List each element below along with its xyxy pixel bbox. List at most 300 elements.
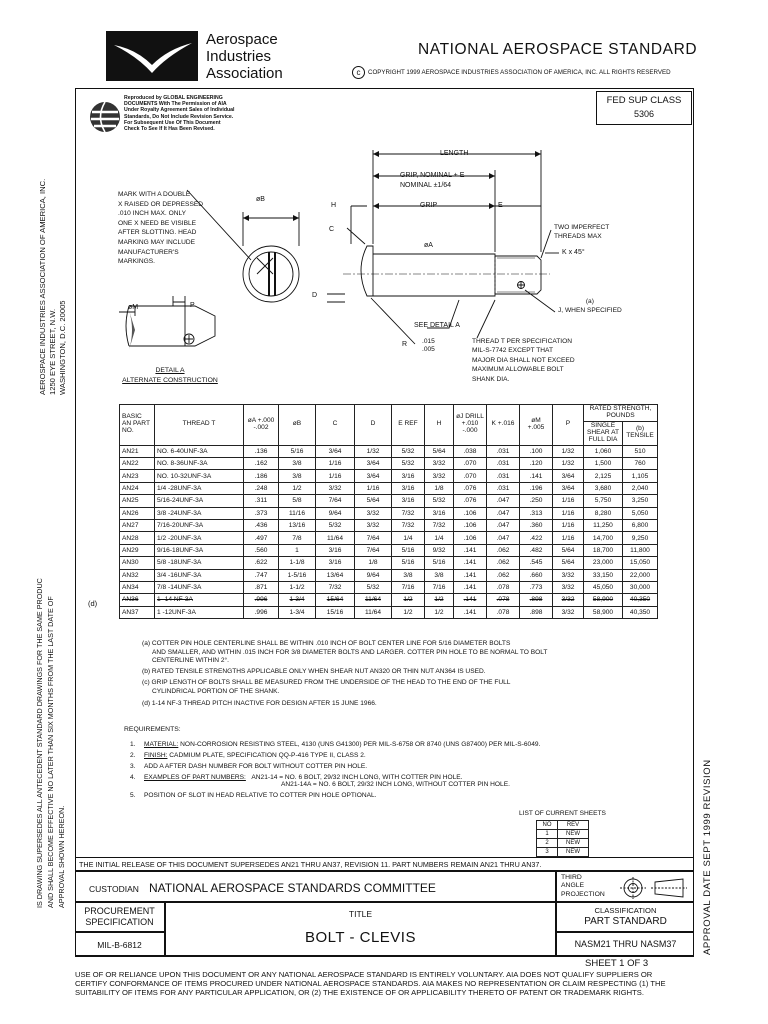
sheet-no: 3 <box>537 848 558 857</box>
table-row <box>120 594 658 606</box>
table-cell: 7/32 <box>316 581 355 593</box>
org-line: Aerospace <box>206 31 278 48</box>
table-cell: .422 <box>520 532 553 544</box>
table-cell: .078 <box>487 594 520 606</box>
table-cell: 1/16 <box>355 482 392 494</box>
table-cell: 2,040 <box>623 482 658 494</box>
sheet-rev: NEW <box>558 839 589 848</box>
note-a-cont: AND SMALLER, AND WITHIN .015 INCH FOR 3/8 DIAMETER BOLTS AND LARGER. COTTER PIN HOLE TO BE NORMAL TO BOLT <box>152 648 548 656</box>
col-header: THREAD T <box>155 405 244 446</box>
req-label: EXAMPLES OF PART NUMBERS: <box>144 774 246 781</box>
table-cell: 1 -12UNF-3A <box>155 606 244 618</box>
table-cell: 5/16 <box>279 445 316 457</box>
table-row <box>120 532 658 544</box>
h-label: H <box>331 202 337 209</box>
table-cell: AN34 <box>120 581 155 593</box>
part-range: NASM21 THRU NASM37 <box>574 939 677 949</box>
table-cell: 3/4 -16UNF-3A <box>155 569 244 581</box>
table-cell: 1,500 <box>584 458 623 470</box>
table-cell: 7/16 <box>392 581 425 593</box>
table-cell: 3/32 <box>355 519 392 531</box>
table-cell: 3/8 -24UNF-3A <box>155 507 244 519</box>
side-line: AND SHALL BECOME EFFECTIVE NO LATER THAN SIX MONTHS FROM THE LAST DATE OF <box>46 596 55 908</box>
req-number: 3. <box>130 763 136 770</box>
table-cell: 1/4 -28UNF-3A <box>155 482 244 494</box>
table-cell: .360 <box>520 519 553 531</box>
table-cell: .141 <box>454 594 487 606</box>
table-row <box>120 581 658 593</box>
table-cell: 11/64 <box>316 532 355 544</box>
note-b: (b) RATED TENSILE STRENGTHS APPLICABLE ONLY WHEN SHEAR NUT AN320 OR THIN NUT AN364 IS USED. <box>142 667 486 675</box>
table-cell: 1/32 <box>553 458 584 470</box>
table-cell: AN30 <box>120 557 155 569</box>
table-cell: 1/32 <box>355 445 392 457</box>
table-cell: 3/16 <box>392 495 425 507</box>
col-header: øB <box>279 405 316 446</box>
table-cell: 7/32 <box>392 507 425 519</box>
table-cell: 13/64 <box>316 569 355 581</box>
table-cell: .250 <box>520 495 553 507</box>
length-label: LENGTH <box>440 150 469 157</box>
table-cell: .141 <box>454 581 487 593</box>
detail-title: DETAIL A <box>155 367 185 374</box>
note-line: (a) <box>585 298 594 305</box>
mark-note-line: AFTER SLOTTING. HEAD <box>118 229 197 237</box>
table-cell: 2,125 <box>584 470 623 482</box>
table-cell: 5/64 <box>425 445 454 457</box>
sheet-number: SHEET 1 OF 3 <box>585 958 649 969</box>
wing-logo-icon <box>106 31 198 81</box>
part-range-cell <box>556 932 694 956</box>
table-cell: .106 <box>454 532 487 544</box>
table-cell: 1/16 <box>553 507 584 519</box>
table-cell: 7/64 <box>355 532 392 544</box>
table-cell: 8,280 <box>584 507 623 519</box>
col-header: øA +.000 -.002 <box>244 405 279 446</box>
table-cell: .747 <box>244 569 279 581</box>
table-cell: AN24 <box>120 482 155 494</box>
table-cell: 3/64 <box>355 470 392 482</box>
table-cell: 3/32 <box>553 606 584 618</box>
table-cell: 3/8 <box>279 458 316 470</box>
custodian-cell <box>75 871 556 902</box>
projection-cell <box>556 871 694 902</box>
globe-icon <box>88 100 122 139</box>
doc-title: BOLT - CLEVIS <box>305 929 416 946</box>
table-cell: 15/64 <box>316 594 355 606</box>
grip-label: GRIP <box>420 202 438 209</box>
table-cell: AN37 <box>120 606 155 618</box>
note-c: (c) GRIP LENGTH OF BOLTS SHALL BE MEASURED FROM THE UNDERSIDE OF THE HEAD TO THE END OF THE FULL <box>142 679 511 687</box>
table-cell: 1/16 <box>553 532 584 544</box>
table-cell: AN22 <box>120 458 155 470</box>
table-cell: .497 <box>244 532 279 544</box>
requirement-item <box>130 763 540 770</box>
table-cell: AN36 <box>120 594 155 606</box>
fed-sup-class-box <box>596 91 692 125</box>
table-cell: .070 <box>454 470 487 482</box>
procurement-label-cell <box>75 902 165 932</box>
table-cell: 1/2 <box>279 482 316 494</box>
note-line: THREAD T PER SPECIFICATION <box>472 338 573 345</box>
table-cell: 5/16 <box>392 544 425 556</box>
table-cell: 58,900 <box>584 606 623 618</box>
table-cell: .062 <box>487 557 520 569</box>
procurement-line: SPECIFICATION <box>85 917 154 927</box>
table-cell: 3/64 <box>355 458 392 470</box>
table-cell: .047 <box>487 532 520 544</box>
mark-note-line: MARKING MAY INCLUDE <box>118 238 196 246</box>
table-cell: 3,250 <box>623 495 658 507</box>
sheet-no: 1 <box>537 830 558 839</box>
table-cell: .062 <box>487 569 520 581</box>
radius-label: R <box>402 341 408 348</box>
table-cell: NO. 8-36UNF-3A <box>155 458 244 470</box>
table-cell: 3,680 <box>584 482 623 494</box>
table-cell: 3/32 <box>553 581 584 593</box>
col-header: (b) TENSILE <box>623 421 658 445</box>
classification-cell <box>556 902 694 932</box>
table-cell: 3/16 <box>316 544 355 556</box>
table-cell: 1/16 <box>553 519 584 531</box>
projection-label <box>561 874 605 899</box>
req-text: POSITION OF SLOT IN HEAD RELATIVE TO COTTER PIN HOLE OPTIONAL. <box>144 792 377 799</box>
table-cell: .100 <box>520 445 553 457</box>
note-line: THREADS MAX <box>554 233 602 240</box>
note-line: MAXIMUM ALLOWABLE BOLT <box>472 366 564 374</box>
table-cell: .078 <box>487 581 520 593</box>
projection-line: ANGLE <box>561 882 585 890</box>
table-cell: 1 -14 NF-3A <box>155 594 244 606</box>
table-cell: 58,900 <box>584 594 623 606</box>
j-note <box>558 297 622 315</box>
fed-sup-label: FED SUP CLASS <box>606 95 682 106</box>
table-cell: AN29 <box>120 544 155 556</box>
detail-a-caption <box>118 366 222 386</box>
table-cell: AN27 <box>120 519 155 531</box>
table-cell: 1/16 <box>553 495 584 507</box>
table-cell: 9/64 <box>355 569 392 581</box>
table-cell: 1,105 <box>623 470 658 482</box>
req-text: AN21-14 = NO. 6 BOLT, 29/32 INCH LONG, WITH COTTER PIN HOLE. <box>251 774 463 781</box>
table-cell: .311 <box>244 495 279 507</box>
table-cell: 5/32 <box>392 458 425 470</box>
table-cell: 1-5/16 <box>279 569 316 581</box>
table-cell: .062 <box>487 544 520 556</box>
table-cell: 3/64 <box>553 482 584 494</box>
table-cell: 3/64 <box>316 445 355 457</box>
k-45-label: K x 45° <box>562 249 585 256</box>
table-cell: 9,250 <box>623 532 658 544</box>
footer-line: USE OF OR RELIANCE UPON THIS DOCUMENT OR ANY NATIONAL AEROSPACE STANDARD IS ENTIRELY VOLUNTARY. AIA DOES NOT QUALIFY SUPPLIERS OR <box>75 970 653 979</box>
req-text: ADD A AFTER DASH NUMBER FOR BOLT WITHOUT COTTER PIN HOLE. <box>144 763 368 770</box>
c-label: C <box>329 226 335 233</box>
table-cell: .996 <box>244 594 279 606</box>
phi-m-label: øM <box>128 304 139 311</box>
table-cell: .070 <box>454 458 487 470</box>
col-header: øM +.005 <box>520 405 553 446</box>
req-number: 5. <box>130 792 136 799</box>
table-cell: .373 <box>244 507 279 519</box>
supersedes-row <box>75 857 694 871</box>
sheet-no: 2 <box>537 839 558 848</box>
table-cell: 1/2 <box>392 594 425 606</box>
note-c-cont: CYLINDRICAL PORTION OF THE SHANK. <box>152 687 280 695</box>
mark-note-line: X RAISED OR DEPRESSED <box>118 200 204 208</box>
sheet-rev: NEW <box>558 830 589 839</box>
title-cell <box>165 902 556 956</box>
table-cell: 5,750 <box>584 495 623 507</box>
side-line: WASHINGTON, D.C. 20005 <box>58 300 67 395</box>
table-cell: .076 <box>454 482 487 494</box>
dimension-table <box>119 404 658 619</box>
table-cell: 7/8 <box>279 532 316 544</box>
footer-line: CERTIFY CONFORMANCE OF ITEMS PROCURED UNDER NATIONAL AEROSPACE STANDARDS. AIA MAKES NO REPRESENTATION OR CLAIM RESPECTING (1) THE <box>75 979 666 988</box>
sheets-col-header: REV <box>558 821 589 830</box>
table-cell: .141 <box>454 544 487 556</box>
table-cell: 3/16 <box>392 470 425 482</box>
table-cell: NO. 10-32UNF-3A <box>155 470 244 482</box>
req-number: 4. <box>130 774 136 781</box>
requirement-item <box>130 752 540 759</box>
nominal-tol-label: NOMINAL ±1/64 <box>400 182 452 189</box>
table-cell: 5/16 <box>392 557 425 569</box>
table-cell: .436 <box>244 519 279 531</box>
detail-subtitle: ALTERNATE CONSTRUCTION <box>122 377 218 384</box>
table-cell: .162 <box>244 458 279 470</box>
col-header: BASIC AN PART NO. <box>120 405 155 446</box>
table-cell: .141 <box>454 557 487 569</box>
custodian-name: NATIONAL AEROSPACE STANDARDS COMMITTEE <box>149 881 436 895</box>
table-row <box>120 495 658 507</box>
table-cell: 1-3/4 <box>279 594 316 606</box>
table-cell: 11/64 <box>355 606 392 618</box>
table-cell: 1/16 <box>316 470 355 482</box>
table-cell: 5/16 <box>425 557 454 569</box>
side-line: APPROVAL SHOWN HEREON. <box>57 805 66 908</box>
table-cell: 7/8 -14UNF-3A <box>155 581 244 593</box>
table-cell: 7/32 <box>392 519 425 531</box>
table-row <box>120 482 658 494</box>
side-supersede-note <box>34 578 67 908</box>
table-row <box>120 606 658 618</box>
mark-note-line: ONE X NEED BE VISIBLE <box>118 219 197 227</box>
col-header: P <box>553 405 584 446</box>
classification-value: PART STANDARD <box>584 916 667 927</box>
side-line: IS DRAWING SUPERSEDES ALL ANTECEDENT STANDARD DRAWINGS FOR THE SAME PRODUC <box>35 578 44 908</box>
req-number: 2. <box>130 752 136 759</box>
req-number: 1. <box>130 741 136 748</box>
row-marker-d: (d) <box>88 599 98 608</box>
table-cell: 3/8 <box>392 569 425 581</box>
requirements-list <box>130 741 540 803</box>
table-row <box>120 470 658 482</box>
table-cell: 1/2 <box>392 606 425 618</box>
table-cell: .622 <box>244 557 279 569</box>
table-cell: 1-1/2 <box>279 581 316 593</box>
copyright-icon: c <box>352 66 365 79</box>
radius-values <box>422 338 435 354</box>
table-cell: 1/2 <box>425 594 454 606</box>
e-label: E <box>498 202 503 209</box>
table-cell: 5/64 <box>553 557 584 569</box>
table-cell: .560 <box>244 544 279 556</box>
org-name <box>206 31 283 82</box>
table-cell: .120 <box>520 458 553 470</box>
mark-note-line: MANUFACTURER'S <box>118 248 179 256</box>
table-cell: 1 <box>279 544 316 556</box>
table-cell: 5/8 <box>279 495 316 507</box>
table-cell: 5/32 <box>392 445 425 457</box>
table-cell: .898 <box>520 606 553 618</box>
table-cell: 1/16 <box>316 458 355 470</box>
table-cell: 11/64 <box>355 594 392 606</box>
table-cell: 23,000 <box>584 557 623 569</box>
table-cell: .313 <box>520 507 553 519</box>
radius-value: .005 <box>422 346 435 353</box>
spec-number: MIL-B-6812 <box>97 940 142 950</box>
table-cell: 14,700 <box>584 532 623 544</box>
col-header: RATED STRENGTH, POUNDS <box>584 405 658 422</box>
table-cell: .106 <box>454 519 487 531</box>
table-cell: 9/64 <box>316 507 355 519</box>
req-text: NON-CORROSION RESISTING STEEL, 4130 (UNS G41300) PER MIL-S-6758 OR 8740 (UNS G87400) PER MIL-S-6049. <box>180 741 541 748</box>
table-cell: 40,350 <box>623 606 658 618</box>
table-cell: 15,050 <box>623 557 658 569</box>
table-cell: 3/16 <box>316 557 355 569</box>
table-cell: 1/4 <box>392 532 425 544</box>
table-cell: 7/64 <box>355 544 392 556</box>
requirement-item <box>130 781 540 788</box>
org-line: Association <box>206 65 283 82</box>
col-header: E REF <box>392 405 425 446</box>
table-cell: .031 <box>487 482 520 494</box>
table-cell: .996 <box>244 606 279 618</box>
side-org-address <box>38 179 68 395</box>
req-text: AN21-14A = NO. 6 BOLT, 29/32 INCH LONG, WITHOUT COTTER PIN HOLE. <box>281 781 510 788</box>
table-cell: .047 <box>487 495 520 507</box>
note-d: (d) 1-14 NF-3 THREAD PITCH INACTIVE FOR DESIGN AFTER 15 JUNE 1966. <box>142 699 377 707</box>
table-cell: 7/16-20UNF-3A <box>155 519 244 531</box>
sheets-table <box>536 820 589 857</box>
table-cell: 1-1/8 <box>279 557 316 569</box>
table-cell: 45,050 <box>584 581 623 593</box>
table-cell: 30,000 <box>623 581 658 593</box>
table-cell: .248 <box>244 482 279 494</box>
radius-value: .015 <box>422 338 435 345</box>
notice-line: DOCUMENTS With The Permission of AIA <box>124 101 227 108</box>
table-cell: .136 <box>244 445 279 457</box>
table-cell: AN23 <box>120 470 155 482</box>
mark-note-line: .010 INCH MAX. ONLY <box>118 210 187 218</box>
mark-note <box>118 190 203 267</box>
table-cell: 1/2 <box>425 606 454 618</box>
notice-line: For Subsequent Use Of This Document <box>124 119 221 126</box>
col-header: D <box>355 405 392 446</box>
table-cell: 11,800 <box>623 544 658 556</box>
table-cell: 33,150 <box>584 569 623 581</box>
table-cell: 1/4 <box>425 532 454 544</box>
table-cell: .660 <box>520 569 553 581</box>
table-row <box>120 445 658 457</box>
table-cell: 5/8 -18UNF-3A <box>155 557 244 569</box>
table-cell: 3/8 <box>279 470 316 482</box>
table-cell: 5/32 <box>425 495 454 507</box>
table-cell: 15/16 <box>316 606 355 618</box>
table-cell: 5/64 <box>355 495 392 507</box>
table-cell: 3/64 <box>553 470 584 482</box>
table-cell: .871 <box>244 581 279 593</box>
table-cell: 5,050 <box>623 507 658 519</box>
bolt-drawing <box>75 140 692 400</box>
phi-a-label: øA <box>424 242 433 249</box>
note-line: J, WHEN SPECIFIED <box>558 307 622 314</box>
table-cell: 11/16 <box>279 507 316 519</box>
table-row <box>120 519 658 531</box>
requirement-item <box>130 741 540 748</box>
projection-line: THIRD <box>561 874 582 881</box>
col-header: SINGLE SHEAR AT FULL DIA <box>584 421 623 445</box>
col-header: øJ DRILL +.010 -.000 <box>454 405 487 446</box>
table-row <box>120 507 658 519</box>
spec-cell <box>75 932 165 956</box>
repro-notice <box>124 95 235 132</box>
table-cell: 3/16 <box>425 507 454 519</box>
requirement-item <box>130 774 540 781</box>
side-line: 1250 EYE STREET, N.W. <box>48 308 57 395</box>
aia-logo <box>106 31 198 81</box>
notice-line: Under Royalty Agreement Sales of Individual <box>124 107 235 114</box>
note-line: SHANK DIA. <box>472 375 510 383</box>
col-header: K +.016 <box>487 405 520 446</box>
procurement-label <box>75 906 164 928</box>
projection-symbol-icon <box>617 876 691 900</box>
note-a: (a) COTTER PIN HOLE CENTERLINE SHALL BE WITHIN .010 INCH OF BOLT CENTER LINE FOR 5/16 DIAMETER BOLTS <box>142 640 511 647</box>
org-line: Industries <box>206 48 272 65</box>
table-cell: .898 <box>520 594 553 606</box>
sheets-title: LIST OF CURRENT SHEETS <box>519 810 606 817</box>
note-a-cont: CENTERLINE WITHIN 2°. <box>152 657 230 665</box>
notice-line: Reproduced by GLOBAL ENGINEERING <box>124 95 223 101</box>
table-row <box>120 544 658 556</box>
table-cell: 7/64 <box>316 495 355 507</box>
table-cell: 1/2 -20UNF-3A <box>155 532 244 544</box>
req-label: FINISH: <box>144 752 168 759</box>
footer-line: SUITABILITY OF ITEMS FOR ANY PARTICULAR APPLICATION, OR (2) THE EXISTENCE OF OR APPLICABILITY THERETO OF PATENT OR TRADEMARK RIGHTS. <box>75 988 644 997</box>
req-text: CADMIUM PLATE, SPECIFICATION QQ-P-416 TYPE II, CLASS 2. <box>169 752 366 759</box>
table-cell: 3/8 <box>425 569 454 581</box>
table-cell: 3/32 <box>355 507 392 519</box>
table-cell: .141 <box>520 470 553 482</box>
note-line: MIL-S-7742 EXCEPT THAT <box>472 347 553 355</box>
sheet-rev: NEW <box>558 848 589 857</box>
side-line: AEROSPACE INDUSTRIES ASSOCIATION OF AMERICA, INC. <box>38 178 47 395</box>
table-row <box>120 557 658 569</box>
two-imperfect-note <box>554 223 609 241</box>
table-cell: 7/32 <box>425 519 454 531</box>
table-cell: .773 <box>520 581 553 593</box>
table-cell: .047 <box>487 507 520 519</box>
mark-note-line: MARK WITH A DOUBLE <box>118 191 191 198</box>
copyright-text: COPYRIGHT 1999 AEROSPACE INDUSTRIES ASSOCIATION OF AMERICA, INC. ALL RIGHTS RESERVED <box>368 69 671 76</box>
footer-disclaimer <box>75 970 666 997</box>
table-cell: 18,700 <box>584 544 623 556</box>
table-cell: .545 <box>520 557 553 569</box>
table-cell: .076 <box>454 495 487 507</box>
table-cell: AN21 <box>120 445 155 457</box>
table-cell: 1/8 <box>425 482 454 494</box>
req-label: MATERIAL: <box>144 741 179 748</box>
